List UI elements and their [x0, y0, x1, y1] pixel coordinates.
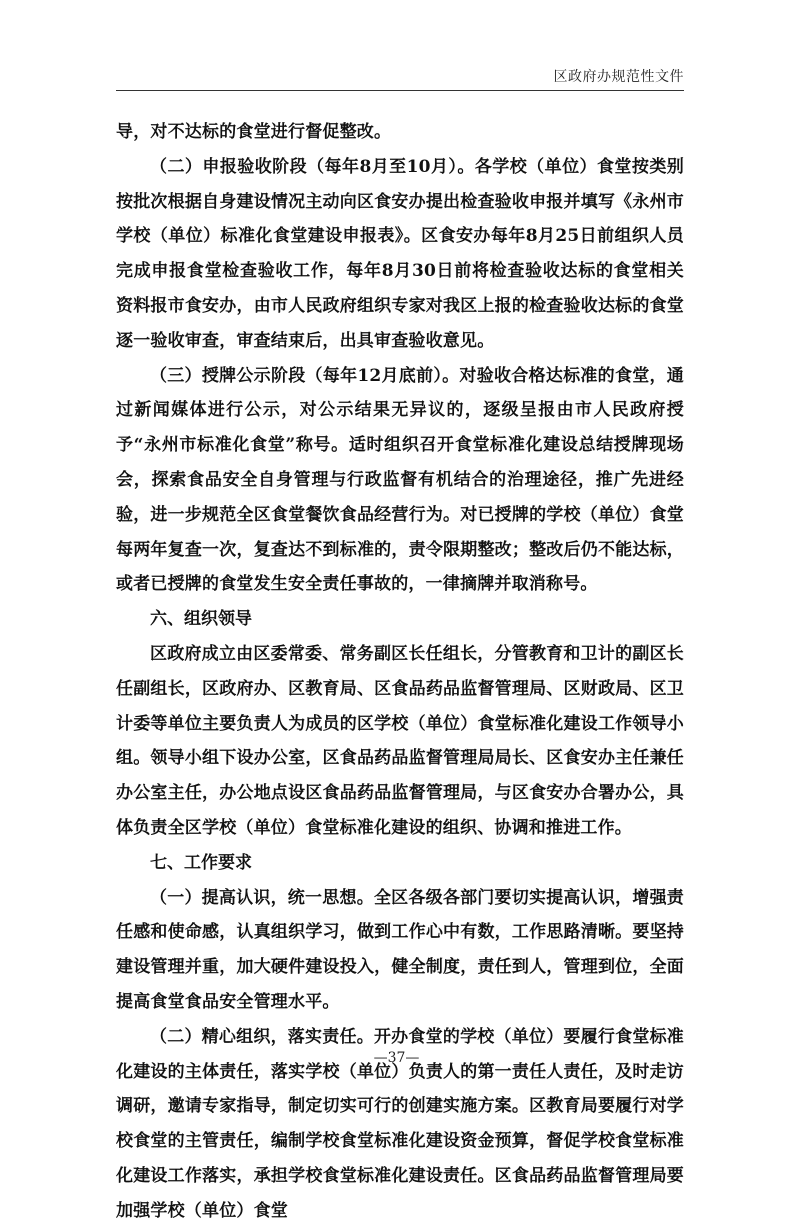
section-heading-requirements: 七、工作要求: [150, 852, 252, 873]
paragraph-award-stage: （三）授牌公示阶段（每年12月底前）。对验收合格达标准的食堂，通过新闻媒体进行公示，对公示结果无异议的，逐级呈报由市人民政府授予“永州市标准化食堂”称号。适时组织召开食堂标准化建设总结授牌现场会，探索食品安全自身管理与行政监督有机结合的治理途径，推广先进经验，进一步规范全区食堂餐饮食品经营行为。对已授牌的学校（单位）食堂每两年复查一次，复查达不到标准的，责令限期整改；整改后仍不能达标，或者已授牌的食堂发生安全责任事故的，一律摘牌并取消称号。: [116, 365, 684, 595]
page-number: —37—: [373, 1050, 420, 1066]
paragraph-organization: 区政府成立由区委常委、常务副区长任组长，分管教育和卫计的副区长任副组长，区政府办、区教育局、区食品药品监督管理局、区财政局、区卫计委等单位主要负责人为成员的区学校（单位）食堂标准化建设工作领导小组。领导小组下设办公室，区食品药品监督管理局局长、区食安办主任兼任办公室主任，办公地点设区食品药品监督管理局，与区食安办合署办公，具体负责全区学校（单位）食堂标准化建设的组织、协调和推进工作。: [116, 643, 684, 838]
paragraph-continuation: 导，对不达标的食堂进行督促整改。: [116, 122, 392, 142]
paragraph-application-stage: （二）申报验收阶段（每年8月至10月）。各学校（单位）食堂按类别按批次根据自身建设情况主动向区食安办提出检查验收申报并填写《永州市学校（单位）标准化食堂建设申报表》。区食安办每年8月25日前组织人员完成申报食堂检查验收工作，每年8月30日前将检查验收达标的食堂相关资料报市食安办，由市人民政府组织专家对我区上报的检查验收达标的食堂逐一验收审查，审查结束后，出具审查验收意见。: [116, 156, 684, 351]
page-header: [116, 64, 684, 91]
section-heading-organization: 六、组织领导: [150, 609, 252, 630]
header-title: 区政府办规范性文件: [553, 69, 684, 85]
paragraph-awareness: （一）提高认识，统一思想。全区各级各部门要切实提高认识，增强责任感和使命感，认真组织学习，做到工作心中有数，工作思路清晰。要坚持建设管理并重，加大硬件建设投入，健全制度，责任到人，管理到位，全面提高食堂食品安全管理水平。: [116, 887, 684, 1012]
paragraph-responsibility: （二）精心组织，落实责任。开办食堂的学校（单位）要履行食堂标准化建设的主体责任，落实学校（单位）负责人的第一责任人责任，及时走访调研，邀请专家指导，制定切实可行的创建实施方案。区教育局要履行对学校食堂的主管责任，编制学校食堂标准化建设资金预算，督促学校食堂标准化建设工作落实，承担学校食堂标准化建设责任。区食品药品监督管理局要加强学校（单位）食堂: [116, 1026, 684, 1221]
